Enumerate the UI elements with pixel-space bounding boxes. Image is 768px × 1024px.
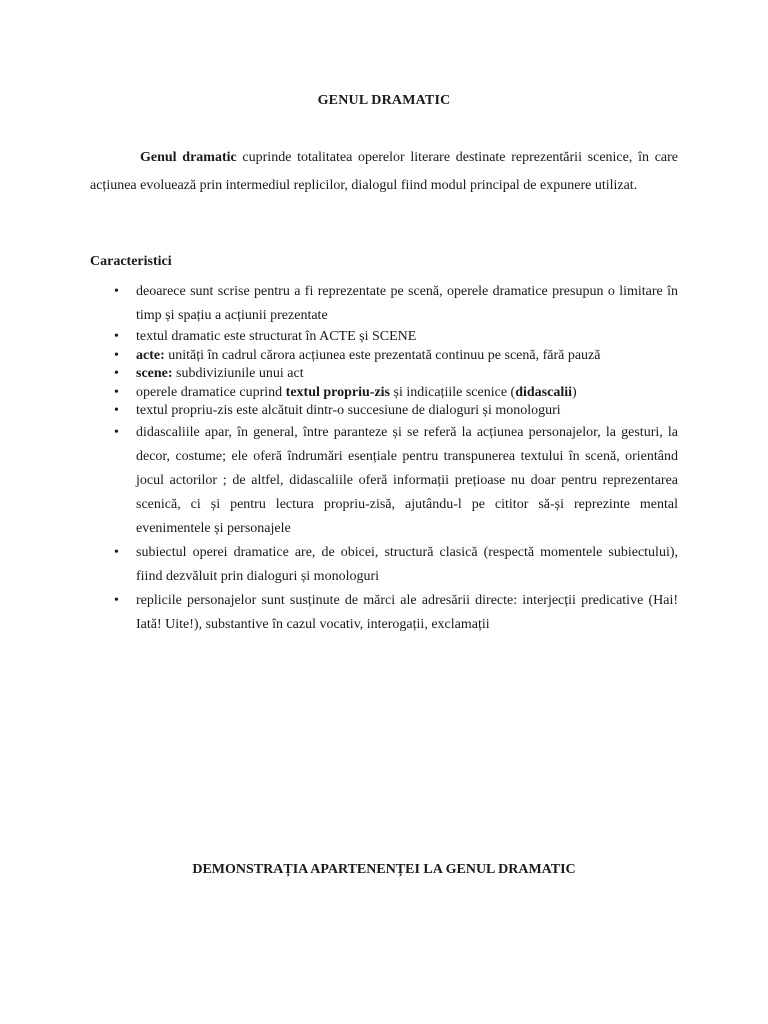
list-item-text: subdiviziunile unui act bbox=[172, 366, 304, 381]
list-item-text: deoarece sunt scrise pentru a fi reprezentate pe scenă, operele dramatice presupun o limitare în timp și spațiu a acțiunii prezentate bbox=[136, 284, 678, 323]
bullet-icon: • bbox=[114, 544, 119, 560]
list-item-text: replicile personajelor sunt susținute de mărci ale adresării directe: interjecții predicative (Hai! Iată! Uite!), substantive în cazul vocativ, interogații, exclamații bbox=[136, 592, 678, 632]
intro-bold-term: Genul dramatic bbox=[140, 150, 237, 165]
bullet-icon: • bbox=[114, 592, 119, 608]
page-title: GENUL DRAMATIC bbox=[317, 93, 451, 108]
list-item bbox=[90, 328, 678, 347]
list-item bbox=[90, 589, 678, 637]
list-item-term: scene: bbox=[136, 366, 173, 381]
bullet-icon: • bbox=[114, 384, 119, 400]
bullet-icon: • bbox=[114, 284, 119, 299]
list-item bbox=[90, 384, 678, 403]
demonstration-heading: DEMONSTRAȚIA APARTENENȚEI LA GENUL DRAMATIC bbox=[192, 862, 576, 877]
list-item-text: unități în cadrul cărora acțiunea este prezentată continuu pe scenă, fără pauză bbox=[164, 347, 601, 363]
list-item-text: didascaliile apar, în general, între paranteze și se referă la acțiunea personajelor, la gesturi, la decor, costume; ele oferă îndrumări esențiale pentru transpunerea textului în scenă, orientând jocul actorilor ; de altfel, didascaliile oferă informații prețioase nu doar pentru reprezentarea scenică, ci și pentru lectura propriu-zisă, ajutându-l pe cititor să-și reprezinte mental evenimentele și personajele bbox=[136, 424, 678, 536]
bullet-icon: • bbox=[114, 366, 119, 381]
list-item-term: acte: bbox=[136, 347, 165, 363]
list-item-term: didascalii bbox=[515, 384, 572, 400]
list-item-text: textul dramatic este structurat în ACTE și SCENE bbox=[136, 329, 417, 344]
list-item-text: ) bbox=[572, 384, 577, 400]
list-item bbox=[90, 347, 678, 366]
list-item-text: textul propriu-zis este alcătuit dintr-o succesiune de dialoguri și monologuri bbox=[136, 403, 561, 418]
list-item bbox=[90, 421, 678, 541]
bullet-icon: • bbox=[114, 424, 119, 440]
list-item bbox=[90, 402, 678, 421]
list-item bbox=[90, 541, 678, 589]
characteristics-list bbox=[90, 280, 678, 637]
section-heading: Caracteristici bbox=[90, 254, 172, 269]
bullet-icon: • bbox=[114, 329, 119, 344]
bullet-icon: • bbox=[114, 347, 119, 363]
list-item-text: operele dramatice cuprind bbox=[136, 384, 286, 400]
list-item-text: subiectul operei dramatice are, de obicei, structură clasică (respectă momentele subiectului), fiind dezvăluit prin dialoguri și monologuri bbox=[136, 544, 678, 584]
list-item-term: textul propriu-zis bbox=[285, 384, 391, 400]
list-item-text: și indicațiile scenice ( bbox=[390, 384, 516, 400]
list-item bbox=[90, 280, 678, 328]
intro-text: cuprinde totalitatea operelor literare destinate reprezentării scenice, în care acțiunea evoluează prin intermediul replicilor, dialogul fiind modul principal de expunere utilizat. bbox=[90, 150, 678, 193]
bullet-icon: • bbox=[114, 403, 119, 418]
intro-paragraph bbox=[90, 144, 678, 199]
list-item bbox=[90, 365, 678, 384]
